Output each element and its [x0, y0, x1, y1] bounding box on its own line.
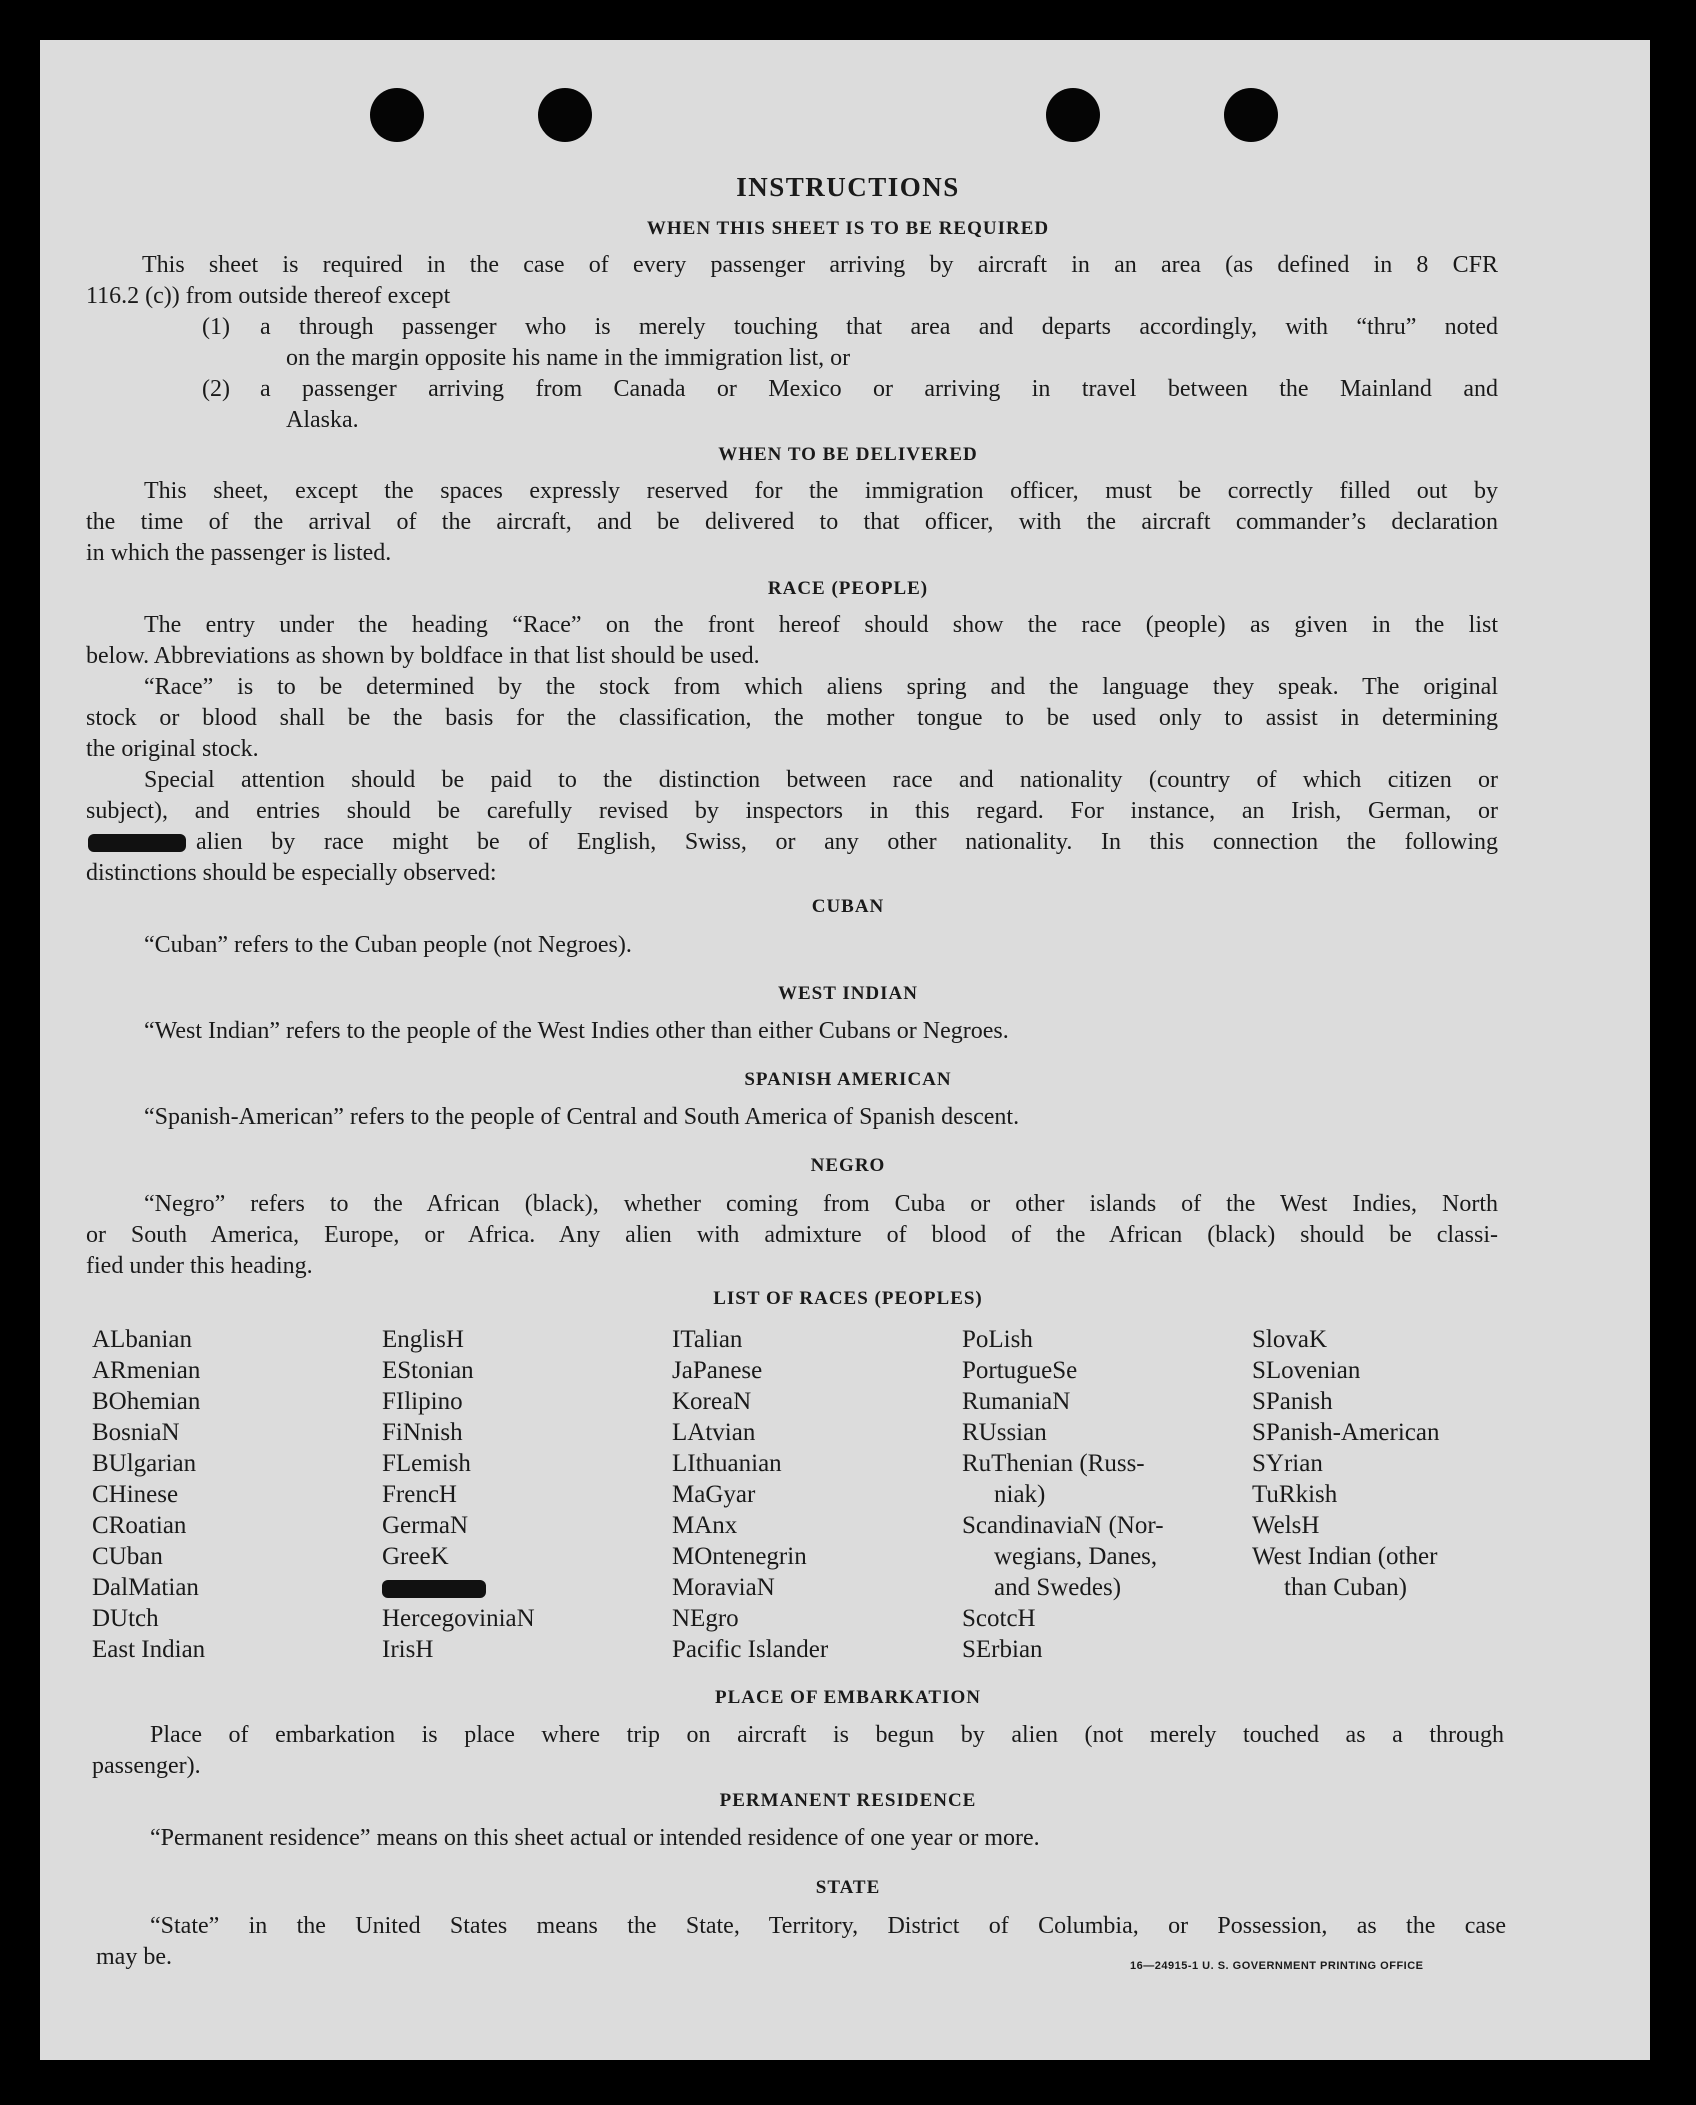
negro-line-1: “Negro” refers to the African (black), whether coming from Cuba or other islands of the West Indies, North: [144, 1191, 1498, 1217]
race-p3-line-3: alien by race might be of English, Swiss, or any other nationality. In this connection the following: [196, 829, 1498, 855]
punch-hole: [1046, 88, 1100, 142]
race-item: CHinese: [92, 1481, 179, 1508]
heading-west-indian: WEST INDIAN: [778, 983, 918, 1004]
item-2-line-2: Alaska.: [286, 407, 359, 433]
race-item: HercegoviniaN: [382, 1605, 535, 1632]
race-item: ALbanian: [92, 1326, 192, 1353]
item-1-line-1: a through passenger who is merely touching that area and departs accordingly, with “thru” noted: [260, 314, 1498, 340]
race-item: SYrian: [1252, 1450, 1323, 1477]
negro-line-3: fied under this heading.: [86, 1253, 313, 1279]
race-item: MAnx: [672, 1512, 738, 1539]
punch-hole: [538, 88, 592, 142]
item-1-line-2: on the margin opposite his name in the immigration list, or: [286, 345, 851, 371]
heading-state: STATE: [815, 1877, 881, 1898]
printing-office-footer: 16—24915-1 U. S. GOVERNMENT PRINTING OFFICE: [1130, 1960, 1424, 1972]
race-item: RuThenian (Russ-: [962, 1450, 1145, 1477]
race-item: GreeK: [382, 1543, 449, 1570]
race-item: niak): [994, 1481, 1046, 1508]
race-item: than Cuban): [1284, 1574, 1407, 1601]
heading-negro: NEGRO: [810, 1155, 886, 1176]
race-item: TuRkish: [1252, 1481, 1338, 1508]
race-item: SPanish: [1252, 1388, 1333, 1415]
delivered-line-3: in which the passenger is listed.: [86, 540, 392, 566]
heading-list-of-races: LIST OF RACES (PEOPLES): [713, 1288, 983, 1309]
race-item: West Indian (other: [1252, 1543, 1438, 1570]
heading-spanish-american: SPANISH AMERICAN: [744, 1069, 952, 1090]
race-item: WelsH: [1252, 1512, 1320, 1539]
heading-embarkation: PLACE OF EMBARKATION: [715, 1687, 981, 1708]
race-item: MoraviaN: [672, 1574, 775, 1601]
race-item: EStonian: [382, 1357, 474, 1384]
race-p1-line-2: below. Abbreviations as shown by boldface in that list should be used.: [86, 643, 760, 669]
state-line-2: may be.: [96, 1944, 172, 1970]
item-2-line-1: a passenger arriving from Canada or Mexico or arriving in travel between the Mainland and: [260, 376, 1498, 402]
race-item: and Swedes): [994, 1574, 1122, 1601]
heading-race: RACE (PEOPLE): [767, 578, 929, 599]
negro-line-2: or South America, Europe, or Africa. Any alien with admixture of blood of the African (black) should be classi-: [86, 1222, 1498, 1248]
race-item: SlovaK: [1252, 1326, 1327, 1353]
race-item: LAtvian: [672, 1419, 756, 1446]
race-item: CRoatian: [92, 1512, 187, 1539]
race-item: JaPanese: [672, 1357, 763, 1384]
delivered-line-2: the time of the arrival of the aircraft, and be delivered to that officer, with the aircraft commander’s declaration: [86, 509, 1498, 535]
race-item: wegians, Danes,: [994, 1543, 1158, 1570]
race-item-redacted: [382, 1572, 535, 1603]
race-item: ScotcH: [962, 1605, 1036, 1632]
race-item: BosniaN: [92, 1419, 180, 1446]
race-item: PoLish: [962, 1326, 1033, 1353]
cuban-text: “Cuban” refers to the Cuban people (not Negroes).: [144, 932, 632, 958]
race-item: East Indian: [92, 1636, 206, 1663]
race-item: SErbian: [962, 1636, 1043, 1663]
required-line-2: 116.2 (c)) from outside thereof except: [86, 283, 451, 309]
race-p2-line-3: the original stock.: [86, 736, 259, 762]
punch-hole: [1224, 88, 1278, 142]
race-item: FrencH: [382, 1481, 457, 1508]
races-column-3: [672, 1324, 828, 1665]
race-item: FLemish: [382, 1450, 471, 1477]
race-p3-line-4: distinctions should be especially observed:: [86, 860, 497, 886]
race-item: SPanish-American: [1252, 1419, 1440, 1446]
west-indian-text: “West Indian” refers to the people of the West Indies other than either Cubans or Negroes.: [144, 1018, 1009, 1044]
race-item: EnglisH: [382, 1326, 464, 1353]
race-item: FIlipino: [382, 1388, 463, 1415]
race-p3-line-1: Special attention should be paid to the distinction between race and nationality (country of which citizen or: [144, 767, 1498, 793]
race-item: LIthuanian: [672, 1450, 782, 1477]
race-item: FiNnish: [382, 1419, 463, 1446]
item-2-number: (2): [202, 376, 230, 402]
race-item: ITalian: [672, 1326, 743, 1353]
race-item: SLovenian: [1252, 1357, 1361, 1384]
race-item: DalMatian: [92, 1574, 199, 1601]
heading-delivered: WHEN TO BE DELIVERED: [718, 444, 978, 465]
race-item: RUssian: [962, 1419, 1047, 1446]
race-p1-line-1: The entry under the heading “Race” on the front hereof should show the race (people) as given in the list: [144, 612, 1498, 638]
race-p2-line-1: “Race” is to be determined by the stock from which aliens spring and the language they speak. The original: [144, 674, 1498, 700]
race-item: ScandinaviaN (Nor-: [962, 1512, 1164, 1539]
delivered-line-1: This sheet, except the spaces expressly reserved for the immigration officer, must be correctly filled out by: [144, 478, 1498, 504]
embarkation-line-2: passenger).: [92, 1753, 201, 1779]
race-item: IrisH: [382, 1636, 434, 1663]
race-item: NEgro: [672, 1605, 739, 1632]
race-p2-line-2: stock or blood shall be the basis for the classification, the mother tongue to be used only to assist in determining: [86, 705, 1498, 731]
races-column-1: [92, 1324, 205, 1665]
race-item: KoreaN: [672, 1388, 752, 1415]
page-title: INSTRUCTIONS: [736, 172, 960, 202]
heading-residence: PERMANENT RESIDENCE: [719, 1790, 977, 1811]
item-1-number: (1): [202, 314, 230, 340]
heading-cuban: CUBAN: [811, 896, 885, 917]
redaction-mark: [88, 834, 186, 852]
race-item: BOhemian: [92, 1388, 201, 1415]
heading-required: WHEN THIS SHEET IS TO BE REQUIRED: [646, 218, 1050, 239]
race-item: RumaniaN: [962, 1388, 1071, 1415]
race-item: CUban: [92, 1543, 163, 1570]
state-line-1: “State” in the United States means the State, Territory, District of Columbia, or Possession, as the case: [150, 1913, 1506, 1939]
spanish-american-text: “Spanish-American” refers to the people of Central and South America of Spanish descent.: [144, 1104, 1020, 1130]
races-column-4: [962, 1324, 1164, 1665]
race-item: MOntenegrin: [672, 1543, 807, 1570]
race-item: MaGyar: [672, 1481, 756, 1508]
punch-hole: [370, 88, 424, 142]
races-column-5: [1252, 1324, 1439, 1603]
race-item: ARmenian: [92, 1357, 201, 1384]
race-item: BUlgarian: [92, 1450, 197, 1477]
required-line-1: This sheet is required in the case of every passenger arriving by aircraft in an area (as defined in 8 CFR: [142, 252, 1498, 278]
race-item: GermaN: [382, 1512, 469, 1539]
race-item: PortugueSe: [962, 1357, 1078, 1384]
residence-text: “Permanent residence” means on this sheet actual or intended residence of one year or more.: [150, 1825, 1040, 1851]
race-item: DUtch: [92, 1605, 159, 1632]
race-item: Pacific Islander: [672, 1636, 829, 1663]
embarkation-line-1: Place of embarkation is place where trip on aircraft is begun by alien (not merely touched as a through: [150, 1722, 1504, 1748]
race-p3-line-2: subject), and entries should be carefully revised by inspectors in this regard. For instance, an Irish, German, or: [86, 798, 1498, 824]
races-column-2: [382, 1324, 535, 1665]
